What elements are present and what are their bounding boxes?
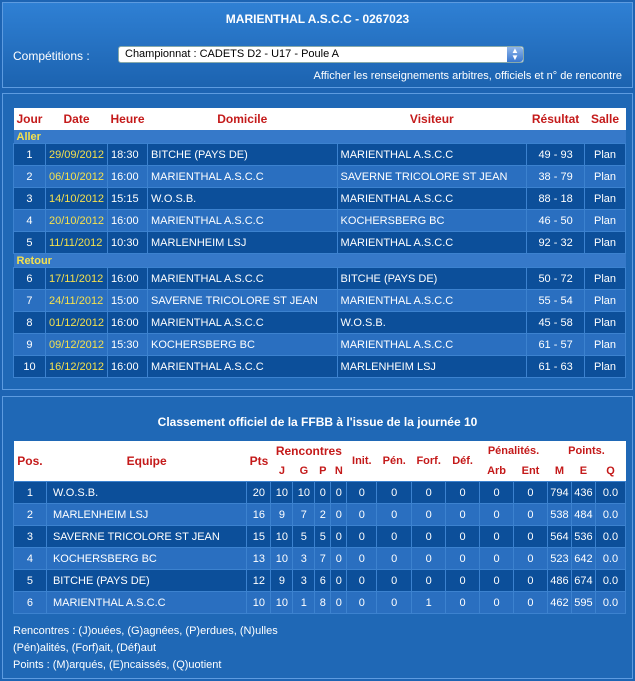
- cell-jour: 10: [14, 356, 46, 378]
- cell-away: MARLENHEIM LSJ: [337, 356, 527, 378]
- cell-p: 0: [315, 482, 331, 504]
- cell-home: BITCHE (PAYS DE): [148, 144, 338, 166]
- legend-line-penalites: (Pén)alités, (Forf)ait, (Déf)aut: [13, 642, 157, 654]
- cell-ent: 0: [514, 482, 548, 504]
- cell-e: 484: [571, 504, 595, 526]
- match-date-link[interactable]: 09/12/2012: [45, 334, 107, 356]
- cell-n: 0: [331, 526, 347, 548]
- cell-team: MARIENTHAL A.S.C.C: [46, 592, 246, 614]
- cell-ent: 0: [514, 548, 548, 570]
- cell-q: 0.0: [595, 592, 625, 614]
- plan-link[interactable]: Plan: [585, 232, 626, 254]
- col-p: P: [315, 461, 331, 482]
- col-visiteur: Visiteur: [337, 108, 527, 130]
- officials-info-link[interactable]: Afficher les renseignements arbitres, officiels et n° de rencontre: [313, 70, 622, 82]
- cell-result: 45 - 58: [527, 312, 585, 334]
- cell-heure: 18:30: [108, 144, 148, 166]
- plan-link[interactable]: Plan: [585, 312, 626, 334]
- cell-away: MARIENTHAL A.S.C.C: [337, 232, 527, 254]
- cell-away: MARIENTHAL A.S.C.C: [337, 144, 527, 166]
- cell-heure: 16:00: [108, 356, 148, 378]
- cell-p: 6: [315, 570, 331, 592]
- table-row: [14, 482, 626, 504]
- table-row: [14, 232, 626, 254]
- cell-heure: 16:00: [108, 268, 148, 290]
- cell-arb: 0: [480, 482, 514, 504]
- cell-home: SAVERNE TRICOLORE ST JEAN: [148, 290, 338, 312]
- cell-arb: 0: [480, 504, 514, 526]
- col-points: Points.: [547, 441, 625, 461]
- col-j: J: [271, 461, 293, 482]
- cell-team: SAVERNE TRICOLORE ST JEAN: [46, 526, 246, 548]
- col-m: M: [547, 461, 571, 482]
- cell-pen: 0: [377, 504, 412, 526]
- cell-q: 0.0: [595, 570, 625, 592]
- cell-jour: 1: [14, 144, 46, 166]
- cell-def: 0: [446, 482, 480, 504]
- cell-pos: 2: [14, 504, 47, 526]
- cell-home: KOCHERSBERG BC: [148, 334, 338, 356]
- cell-result: 61 - 63: [527, 356, 585, 378]
- col-domicile: Domicile: [148, 108, 338, 130]
- cell-m: 564: [547, 526, 571, 548]
- cell-home: MARIENTHAL A.S.C.C: [148, 268, 338, 290]
- table-row: [14, 548, 626, 570]
- cell-q: 0.0: [595, 526, 625, 548]
- col-rencontres: Rencontres: [271, 441, 347, 461]
- cell-g: 1: [293, 592, 315, 614]
- cell-pos: 3: [14, 526, 47, 548]
- cell-team: BITCHE (PAYS DE): [46, 570, 246, 592]
- cell-result: 38 - 79: [527, 166, 585, 188]
- phase-label: Retour: [14, 254, 626, 268]
- cell-jour: 8: [14, 312, 46, 334]
- cell-forf: 0: [412, 482, 446, 504]
- cell-init: 0: [347, 526, 377, 548]
- cell-jour: 9: [14, 334, 46, 356]
- cell-away: MARIENTHAL A.S.C.C: [337, 188, 527, 210]
- cell-ent: 0: [514, 592, 548, 614]
- updown-arrows-icon: ▲ ▼: [507, 47, 523, 62]
- schedule-body: [14, 130, 626, 378]
- legend: [13, 623, 278, 674]
- table-row: [14, 144, 626, 166]
- cell-pts: 13: [247, 548, 271, 570]
- competition-select-value: Championnat : CADETS D2 - U17 - Poule A: [125, 48, 339, 60]
- cell-away: W.O.S.B.: [337, 312, 527, 334]
- col-resultat: Résultat: [527, 108, 585, 130]
- col-pts: Pts: [247, 441, 271, 482]
- cell-away: SAVERNE TRICOLORE ST JEAN: [337, 166, 527, 188]
- cell-p: 8: [315, 592, 331, 614]
- cell-m: 538: [547, 504, 571, 526]
- cell-jour: 7: [14, 290, 46, 312]
- ranking-table: [13, 441, 626, 614]
- table-row: [14, 504, 626, 526]
- cell-n: 0: [331, 570, 347, 592]
- cell-def: 0: [446, 570, 480, 592]
- match-date-link[interactable]: 06/10/2012: [45, 166, 107, 188]
- cell-result: 92 - 32: [527, 232, 585, 254]
- cell-home: MARIENTHAL A.S.C.C: [148, 356, 338, 378]
- cell-g: 3: [293, 548, 315, 570]
- table-row: [14, 166, 626, 188]
- plan-link[interactable]: Plan: [585, 210, 626, 232]
- header-panel: [2, 2, 633, 88]
- cell-away: MARIENTHAL A.S.C.C: [337, 290, 527, 312]
- col-jour: Jour: [14, 108, 46, 130]
- cell-q: 0.0: [595, 548, 625, 570]
- table-row: [14, 290, 626, 312]
- cell-jour: 6: [14, 268, 46, 290]
- cell-home: MARIENTHAL A.S.C.C: [148, 312, 338, 334]
- cell-init: 0: [347, 592, 377, 614]
- phase-row-retour: [14, 254, 626, 268]
- cell-pen: 0: [377, 526, 412, 548]
- cell-j: 10: [271, 548, 293, 570]
- col-salle: Salle: [585, 108, 626, 130]
- cell-heure: 16:00: [108, 210, 148, 232]
- col-g: G: [293, 461, 315, 482]
- cell-heure: 15:15: [108, 188, 148, 210]
- cell-forf: 0: [412, 548, 446, 570]
- cell-n: 0: [331, 548, 347, 570]
- cell-heure: 10:30: [108, 232, 148, 254]
- cell-result: 88 - 18: [527, 188, 585, 210]
- competition-select[interactable]: [118, 46, 524, 63]
- cell-pen: 0: [377, 592, 412, 614]
- cell-pts: 12: [247, 570, 271, 592]
- cell-p: 2: [315, 504, 331, 526]
- match-date-link[interactable]: 29/09/2012: [45, 144, 107, 166]
- cell-home: W.O.S.B.: [148, 188, 338, 210]
- cell-m: 794: [547, 482, 571, 504]
- cell-p: 7: [315, 548, 331, 570]
- cell-j: 10: [271, 482, 293, 504]
- table-row: [14, 526, 626, 548]
- ranking-body: [14, 482, 626, 614]
- cell-init: 0: [347, 570, 377, 592]
- cell-away: KOCHERSBERG BC: [337, 210, 527, 232]
- cell-arb: 0: [480, 526, 514, 548]
- cell-pen: 0: [377, 548, 412, 570]
- cell-e: 642: [571, 548, 595, 570]
- cell-away: MARIENTHAL A.S.C.C: [337, 334, 527, 356]
- col-heure: Heure: [108, 108, 148, 130]
- cell-g: 7: [293, 504, 315, 526]
- cell-jour: 2: [14, 166, 46, 188]
- cell-forf: 1: [412, 592, 446, 614]
- cell-pen: 0: [377, 570, 412, 592]
- cell-pos: 1: [14, 482, 47, 504]
- cell-pos: 4: [14, 548, 47, 570]
- table-row: [14, 592, 626, 614]
- cell-g: 10: [293, 482, 315, 504]
- cell-def: 0: [446, 592, 480, 614]
- cell-team: MARLENHEIM LSJ: [46, 504, 246, 526]
- cell-n: 0: [331, 482, 347, 504]
- cell-j: 10: [271, 526, 293, 548]
- cell-ent: 0: [514, 570, 548, 592]
- cell-forf: 0: [412, 570, 446, 592]
- cell-forf: 0: [412, 504, 446, 526]
- col-pos: Pos.: [14, 441, 47, 482]
- plan-link[interactable]: Plan: [585, 188, 626, 210]
- cell-pts: 20: [247, 482, 271, 504]
- cell-j: 9: [271, 504, 293, 526]
- cell-j: 10: [271, 592, 293, 614]
- cell-result: 55 - 54: [527, 290, 585, 312]
- cell-m: 523: [547, 548, 571, 570]
- phase-row-aller: [14, 130, 626, 144]
- col-date: Date: [45, 108, 107, 130]
- plan-link[interactable]: Plan: [585, 144, 626, 166]
- phase-label: Aller: [14, 130, 626, 144]
- cell-pts: 10: [247, 592, 271, 614]
- cell-heure: 16:00: [108, 312, 148, 334]
- cell-m: 462: [547, 592, 571, 614]
- table-row: [14, 210, 626, 232]
- cell-def: 0: [446, 504, 480, 526]
- match-date-link[interactable]: 24/11/2012: [45, 290, 107, 312]
- table-row: [14, 268, 626, 290]
- col-equipe: Equipe: [46, 441, 246, 482]
- cell-e: 595: [571, 592, 595, 614]
- cell-init: 0: [347, 548, 377, 570]
- schedule-panel: [2, 93, 633, 390]
- table-row: [14, 188, 626, 210]
- cell-home: MARLENHEIM LSJ: [148, 232, 338, 254]
- ranking-title: Classement officiel de la FFBB à l'issue de la journée 10: [157, 415, 478, 429]
- cell-result: 50 - 72: [527, 268, 585, 290]
- col-arb: Arb: [480, 461, 514, 482]
- plan-link[interactable]: Plan: [585, 268, 626, 290]
- table-row: [14, 334, 626, 356]
- cell-def: 0: [446, 526, 480, 548]
- match-date-link[interactable]: 17/11/2012: [45, 268, 107, 290]
- cell-pen: 0: [377, 482, 412, 504]
- cell-e: 536: [571, 526, 595, 548]
- schedule-header-row: [14, 108, 626, 130]
- plan-link[interactable]: Plan: [585, 166, 626, 188]
- cell-p: 5: [315, 526, 331, 548]
- cell-pts: 15: [247, 526, 271, 548]
- col-q: Q: [595, 461, 625, 482]
- cell-result: 61 - 57: [527, 334, 585, 356]
- cell-team: W.O.S.B.: [46, 482, 246, 504]
- col-pen: Pén.: [377, 441, 412, 482]
- legend-line-points: Points : (M)arqués, (E)ncaissés, (Q)uotient: [13, 659, 222, 671]
- cell-arb: 0: [480, 592, 514, 614]
- cell-init: 0: [347, 482, 377, 504]
- match-date-link[interactable]: 14/10/2012: [45, 188, 107, 210]
- cell-pos: 5: [14, 570, 47, 592]
- cell-jour: 5: [14, 232, 46, 254]
- cell-j: 9: [271, 570, 293, 592]
- cell-n: 0: [331, 592, 347, 614]
- cell-pts: 16: [247, 504, 271, 526]
- cell-q: 0.0: [595, 504, 625, 526]
- ranking-panel: [2, 396, 633, 679]
- cell-e: 674: [571, 570, 595, 592]
- cell-away: BITCHE (PAYS DE): [337, 268, 527, 290]
- cell-jour: 4: [14, 210, 46, 232]
- cell-result: 49 - 93: [527, 144, 585, 166]
- plan-link[interactable]: Plan: [585, 356, 626, 378]
- cell-g: 3: [293, 570, 315, 592]
- plan-link[interactable]: Plan: [585, 290, 626, 312]
- cell-forf: 0: [412, 526, 446, 548]
- cell-arb: 0: [480, 570, 514, 592]
- cell-heure: 15:00: [108, 290, 148, 312]
- cell-n: 0: [331, 504, 347, 526]
- cell-jour: 3: [14, 188, 46, 210]
- cell-team: KOCHERSBERG BC: [46, 548, 246, 570]
- cell-home: MARIENTHAL A.S.C.C: [148, 166, 338, 188]
- club-title: MARIENTHAL A.S.C.C - 0267023: [225, 12, 410, 26]
- col-ent: Ent: [514, 461, 548, 482]
- cell-arb: 0: [480, 548, 514, 570]
- table-row: [14, 570, 626, 592]
- cell-heure: 16:00: [108, 166, 148, 188]
- col-def: Déf.: [446, 441, 480, 482]
- match-date-link[interactable]: 20/10/2012: [45, 210, 107, 232]
- cell-e: 436: [571, 482, 595, 504]
- cell-ent: 0: [514, 526, 548, 548]
- cell-init: 0: [347, 504, 377, 526]
- cell-g: 5: [293, 526, 315, 548]
- cell-q: 0.0: [595, 482, 625, 504]
- cell-m: 486: [547, 570, 571, 592]
- col-e: E: [571, 461, 595, 482]
- col-n: N: [331, 461, 347, 482]
- cell-result: 46 - 50: [527, 210, 585, 232]
- ranking-header-row-1: [14, 441, 626, 461]
- cell-home: MARIENTHAL A.S.C.C: [148, 210, 338, 232]
- legend-line-rencontres: Rencontres : (J)ouées, (G)agnées, (P)erdues, (N)ulles: [13, 625, 278, 637]
- cell-ent: 0: [514, 504, 548, 526]
- cell-heure: 15:30: [108, 334, 148, 356]
- col-forf: Forf.: [412, 441, 446, 482]
- competitions-label: Compétitions :: [13, 49, 90, 63]
- schedule-table: [13, 108, 626, 378]
- plan-link[interactable]: Plan: [585, 334, 626, 356]
- table-row: [14, 356, 626, 378]
- cell-def: 0: [446, 548, 480, 570]
- match-date-link[interactable]: 11/11/2012: [45, 232, 107, 254]
- cell-pos: 6: [14, 592, 47, 614]
- match-date-link[interactable]: 16/12/2012: [45, 356, 107, 378]
- match-date-link[interactable]: 01/12/2012: [45, 312, 107, 334]
- table-row: [14, 312, 626, 334]
- col-init: Init.: [347, 441, 377, 482]
- col-penalites: Pénalités.: [480, 441, 548, 461]
